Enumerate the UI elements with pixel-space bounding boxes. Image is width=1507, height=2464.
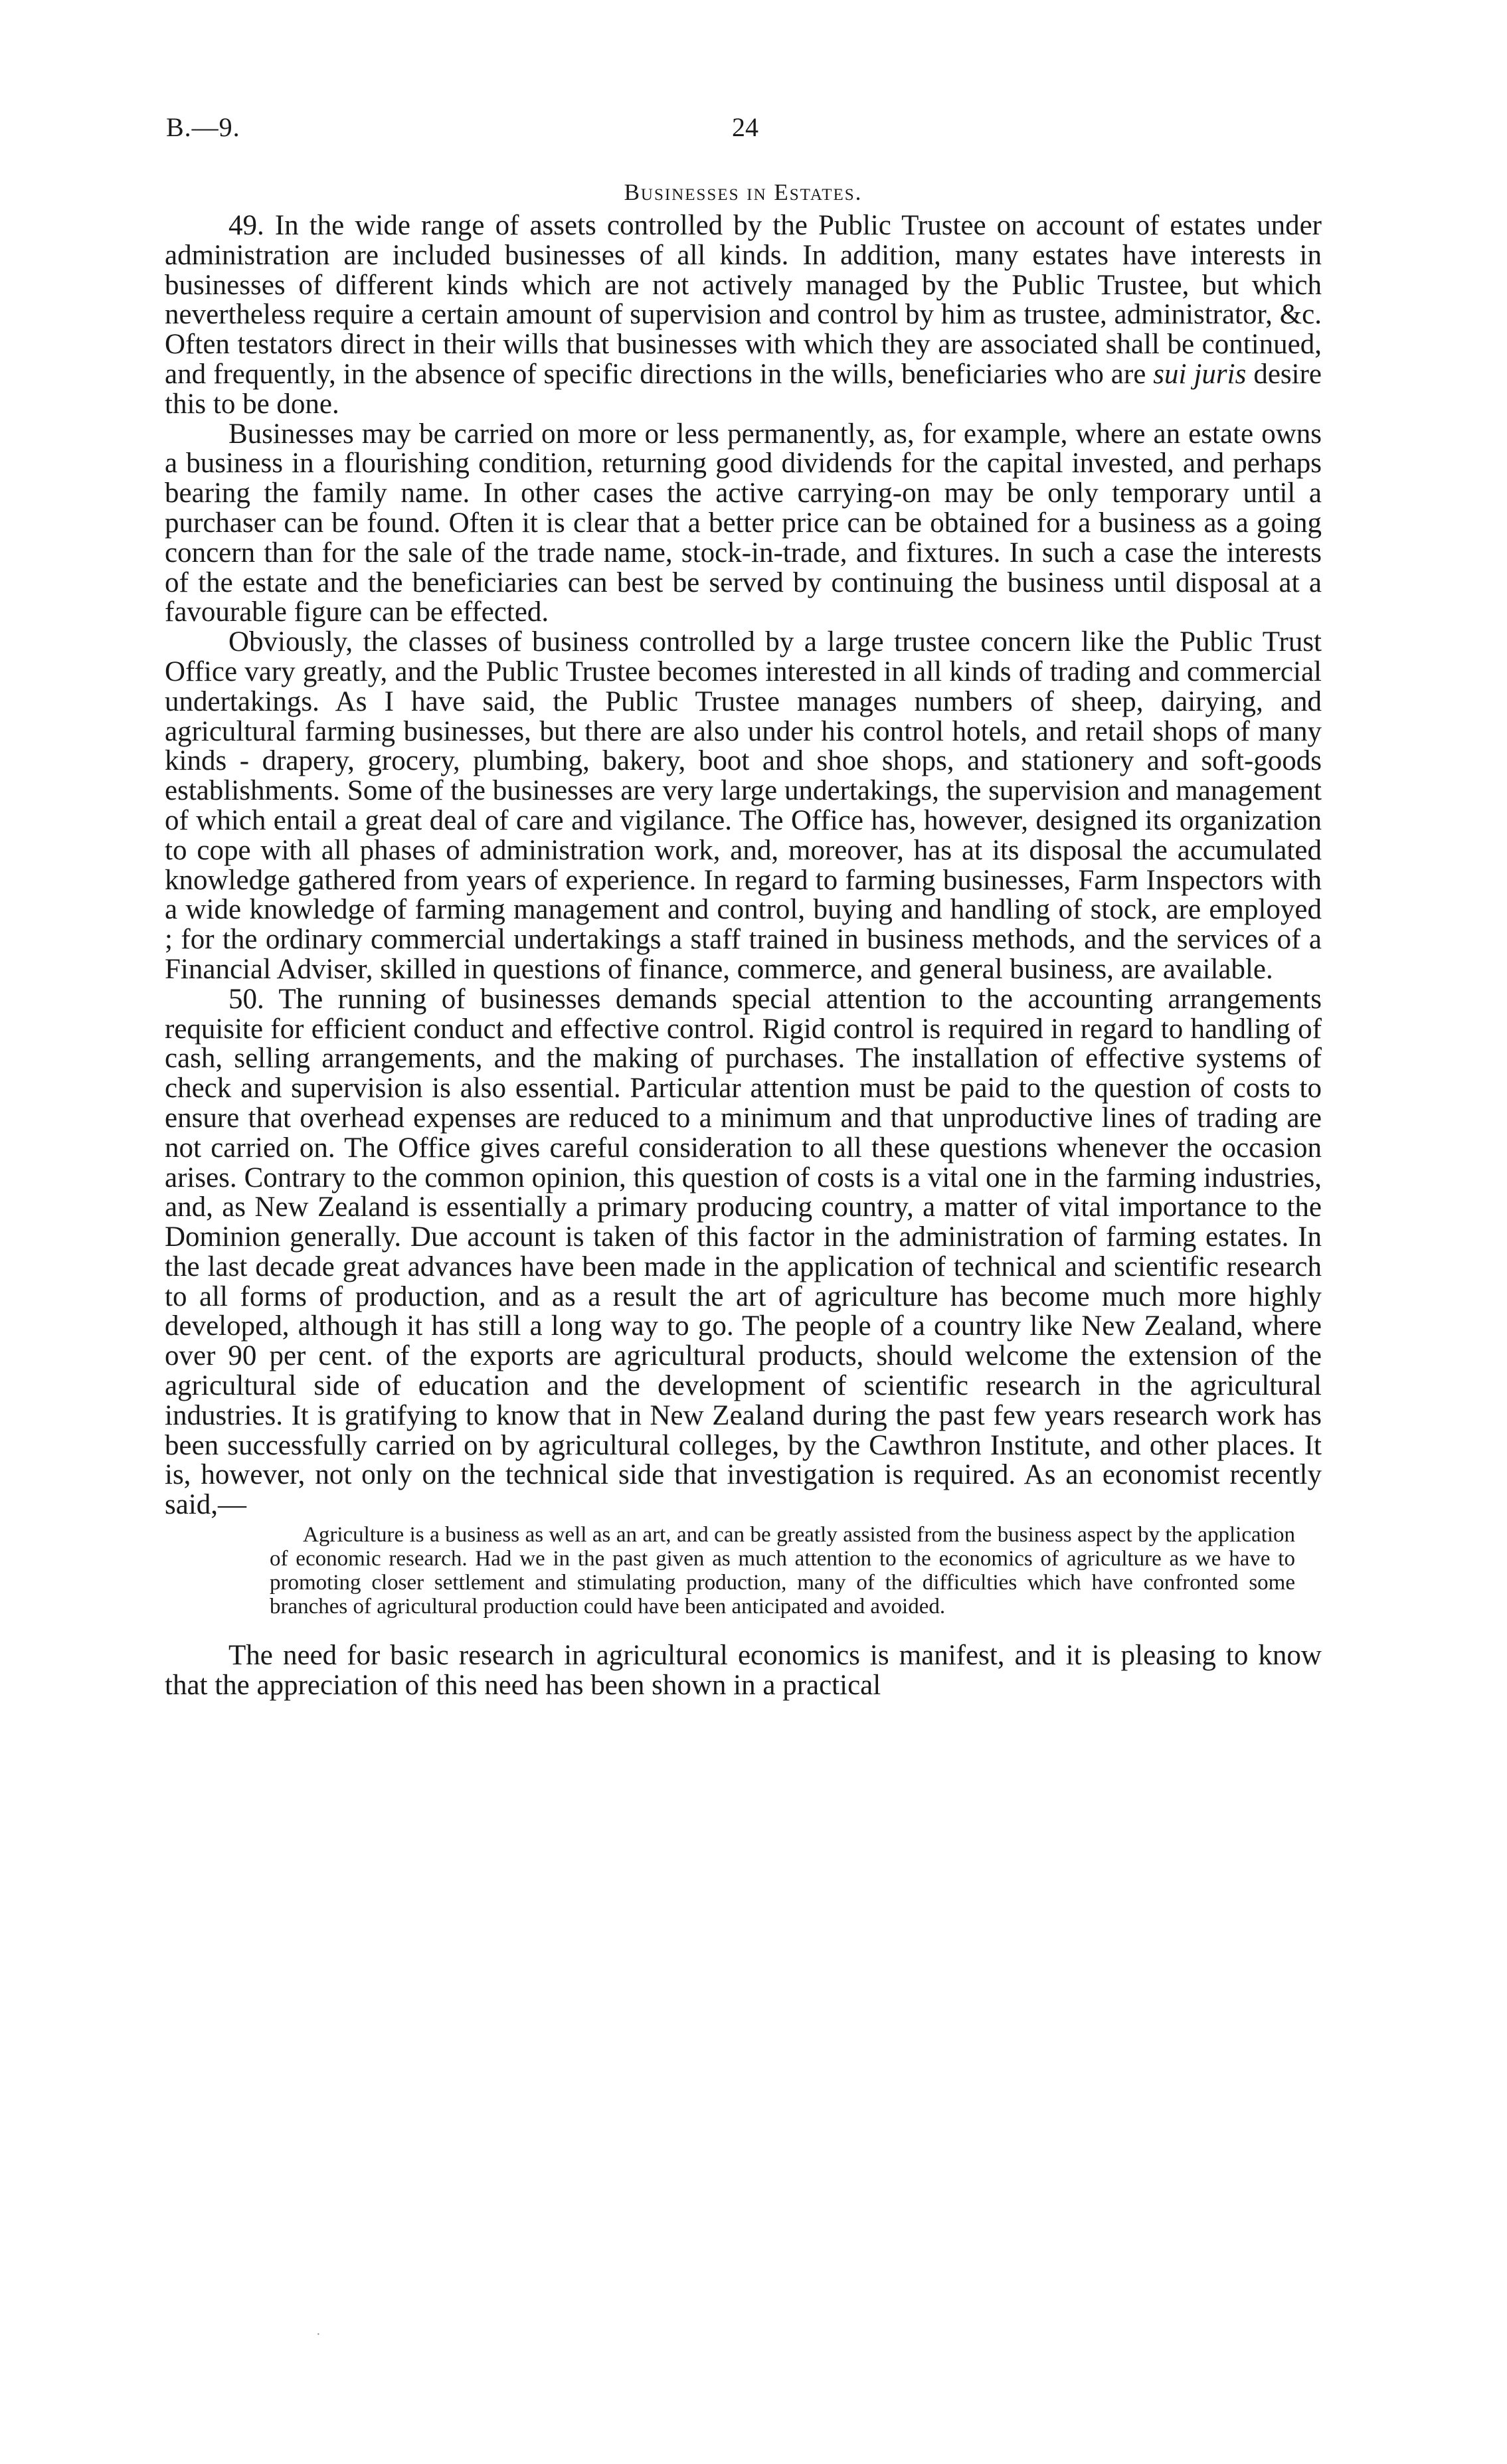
paragraph-49-text-a: 49. In the wide range of assets controlled by the Public Trustee on account of estates under administration are included businesses of all kinds. In addition, many estates have interests in businesses of different kinds which are not actively managed by the Public Trustee, but which nevertheless require a certain amount of supervision and control by him as trustee, administrator, &c. Often testators direct in their wills that businesses with which they are associated shall be continued, and frequently, in the absence of specific directions in the wills, beneficiaries who are [165, 210, 1322, 390]
page-mark: · [316, 2327, 321, 2342]
paragraph-classes-of-business: Obviously, the classes of business controlled by a large trustee concern like the Public Trust Office vary greatly, and the Public Trustee becomes interested in all kinds of trading and commercial undertakings. As I have said, the Public Trustee manages numbers of sheep, dairying, and agricultural farming businesses, but there are also under his control hotels, and retail shops of many kinds - drapery, grocery, plumbing, bakery, boot and shoe shops, and stationery and soft-goods establishments. Some of the businesses are very large undertakings, the supervision and management of which entail a great deal of care and vigilance. The Office has, however, designed its organization to cope with all phases of administration work, and, moreover, has at its disposal the accumulated knowledge gathered from years of experience. In regard to farming businesses, Farm Inspectors with a wide knowledge of farming management and control, buying and handling of stock, are employed ; for the ordinary commercial undertakings a staff trained in business methods, and the services of a Financial Adviser, skilled in questions of finance, commerce, and general business, are available. [165, 626, 1322, 985]
paragraph-50: 50. The running of businesses demands special attention to the accounting arrangements requisite for efficient conduct and effective control. Rigid control is required in regard to handling of cash, selling arrangements, and the making of purchases. The installation of effective systems of check and supervision is also essential. Particular attention must be paid to the question of costs to ensure that overhead expenses are reduced to a minimum and that unproductive lines of trading are not carried on. The Office gives careful consideration to all these questions whenever the occasion arises. Contrary to the common opinion, this question of costs is a vital one in the farming industries, and, as New Zealand is essentially a primary producing country, a matter of vital importance to the Dominion generally. Due account is taken of this factor in the administration of farming estates. In the last decade great advances have been made in the application of technical and scientific research to all forms of production, and as a result the art of agriculture has become much more highly developed, although it has still a long way to go. The people of a country like New Zealand, where over 90 per cent. of the exports are agricultural products, should welcome the extension of the agricultural side of education and the development of scientific research in the agricultural industries. It is gratifying to know that in New Zealand during the past few years research work has been successfully carried on by agricultural colleges, by the Cawthron Institute, and other places. It is, however, not only on the technical side that investigation is required. As an economist recently said,— [165, 983, 1322, 1521]
paragraph-49 [165, 211, 1322, 420]
document-reference: B.—9. [166, 112, 240, 142]
paragraph-49-italic: sui juris [1153, 358, 1247, 390]
paragraph-49-text-b: desire this to be done. [165, 358, 1322, 420]
page-content [165, 179, 1322, 1701]
section-heading: Businesses in Estates. [624, 179, 863, 205]
economist-quote: Agriculture is a business as well as an art, and can be greatly assisted from the business aspect by the application of economic research. Had we in the past given as much attention to the economics of agriculture as we have to promoting closer settlement and stimulating production, many of the difficulties which have confronted some branches of agricultural production could have been anticipated and avoided. [270, 1523, 1295, 1619]
paragraph-basic-research: The need for basic research in agricultural economics is manifest, and it is pleasing to know that the appreciation of this need has been shown in a practical [165, 1640, 1322, 1701]
page-number: 24 [732, 112, 758, 142]
paragraph-businesses-carried-on: Businesses may be carried on more or less permanently, as, for example, where an estate owns a business in a flourishing condition, returning good dividends for the capital invested, and perhaps bearing the family name. In other cases the active carrying-on may be only temporary until a purchaser can be found. Often it is clear that a better price can be obtained for a business as a going concern than for the sale of the trade name, stock-in-trade, and fixtures. In such a case the interests of the estate and the beneficiaries can best be served by continuing the business until disposal at a favourable figure can be effected. [165, 418, 1322, 628]
